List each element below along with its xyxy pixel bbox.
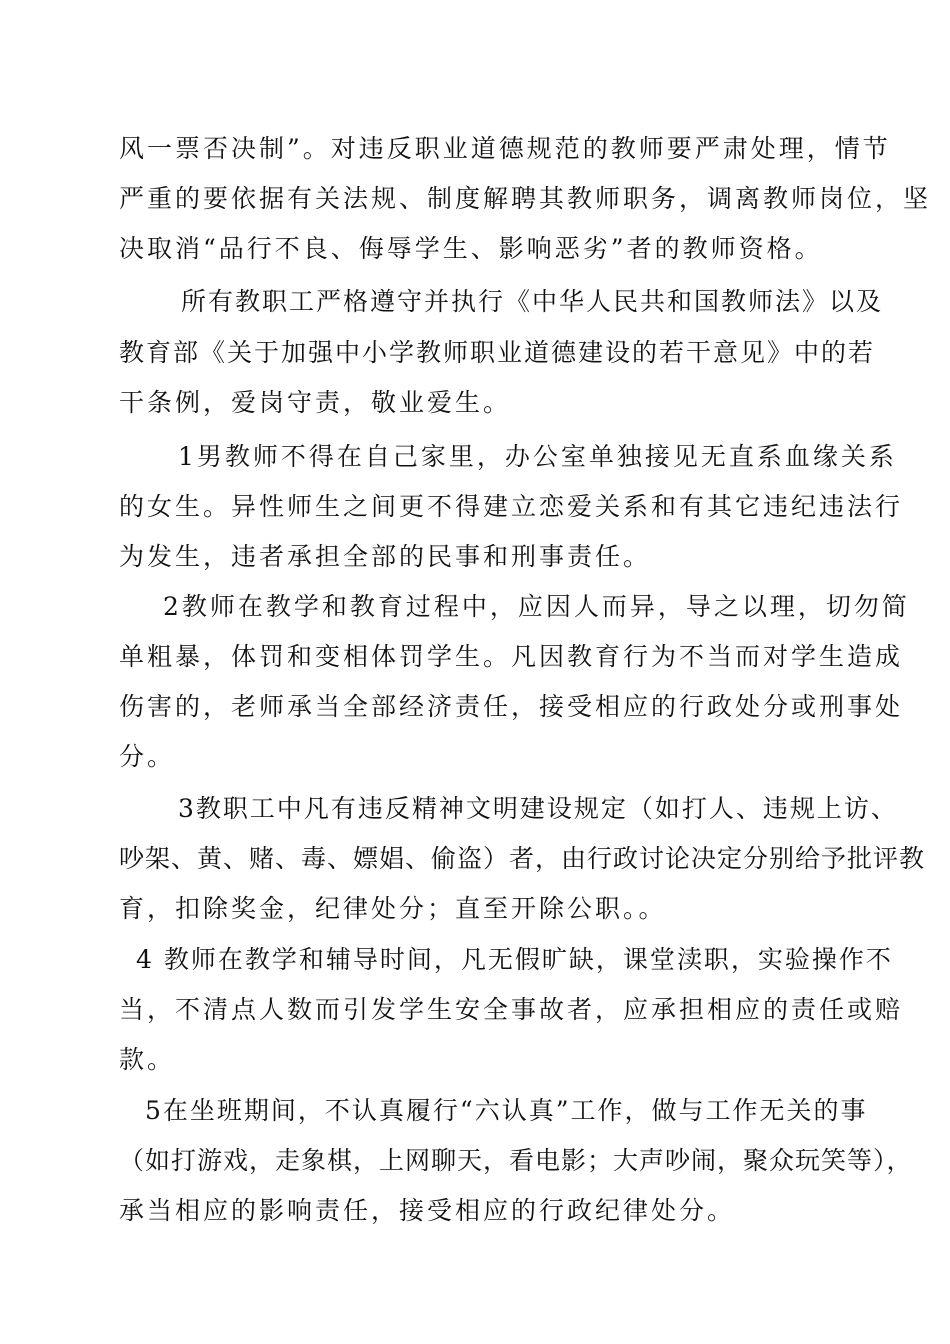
- text-line: 决取消“品行不良、侮辱学生、影响恶劣”者的教师资格。: [119, 234, 823, 263]
- text-line: 吵架、黄、赌、毒、嫖娼、偷盗）者，由行政讨论决定分别给予批评教: [119, 844, 926, 873]
- text-line: 4 教师在教学和辅导时间，凡无假旷缺，课堂渎职，实验操作不: [136, 945, 893, 974]
- text-line: 款。: [119, 1045, 176, 1074]
- text-line: 当，不清点人数而引发学生安全事故者，应承担相应的责任或赔: [119, 995, 904, 1024]
- text-line: 1男教师不得在自己家里，办公室单独接见无直系血缘关系: [178, 442, 897, 471]
- text-line: （如打游戏，走象棋，上网聊天，看电影；大声吵闹，聚众玩笑等），: [119, 1146, 913, 1175]
- text-line: 5在坐班期间，不认真履行“六认真”工作，做与工作无关的事: [145, 1096, 868, 1125]
- text-line: 的女生。异性师生之间更不得建立恋爱关系和有其它违纪违法行: [119, 492, 904, 521]
- text-line: 承当相应的影响责任，接受相应的行政纪律处分。: [119, 1196, 736, 1225]
- text-line: 育，扣除奖金，纪律处分；直至开除公职。。: [119, 894, 667, 923]
- text-line: 单粗暴，体罚和变相体罚学生。凡因教育行为不当而对学生造成: [119, 642, 904, 671]
- text-line: 分。: [119, 742, 176, 771]
- text-line: 教育部《关于加强中小学教师职业道德建设的若干意见》中的若: [119, 338, 876, 367]
- text-line: 为发生，违者承担全部的民事和刑事责任。: [119, 542, 652, 571]
- text-line: 2教师在教学和教育过程中，应因人而异，导之以理，切勿简: [163, 592, 910, 621]
- text-line: 严重的要依据有关法规、制度解聘其教师职务，调离教师岗位，坚: [119, 184, 932, 213]
- text-line: 伤害的，老师承当全部经济责任，接受相应的行政处分或刑事处: [119, 692, 904, 721]
- text-line: 所有教职工严格遵守并执行《中华人民共和国教师法》以及: [181, 287, 884, 316]
- text-line: 风一票否决制”。对违反职业道德规范的教师要严肃处理，情节: [119, 134, 891, 163]
- text-line: 3教职工中凡有违反精神文明建设规定（如打人、违规上访、: [178, 794, 898, 823]
- text-line: 干条例，爱岗守责，敬业爱生。: [119, 388, 512, 417]
